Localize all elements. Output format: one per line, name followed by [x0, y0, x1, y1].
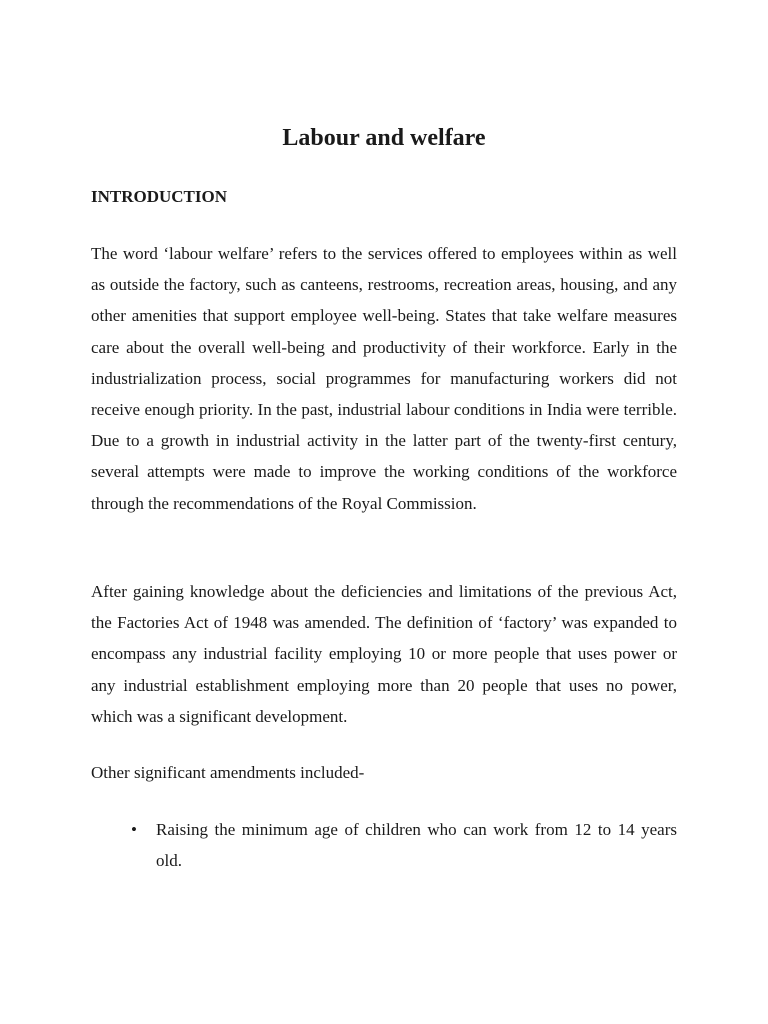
list-item: [91, 814, 677, 876]
list-item-text: Raising the minimum age of children who can work from 12 to 14 years old.: [156, 820, 677, 871]
paragraph-other-amendments-intro: Other significant amendments included-: [91, 763, 365, 782]
paragraph-factories-act-amendment: After gaining knowledge about the deficiencies and limitations of the previous Act, the Factories Act of 1948 was amended. The definition of ‘factory’ was expanded to encompass any industrial facility employing 10 or more people that uses power or any industrial establishment employing more than 20 people that uses no power, which was a significant development.: [91, 582, 677, 726]
bullet-icon: •: [131, 820, 137, 839]
section-heading-introduction: INTRODUCTION: [91, 187, 228, 206]
paragraph-labour-welfare-definition: The word ‘labour welfare’ refers to the services offered to employees within as well as outside the factory, such as canteens, restrooms, recreation areas, housing, and any other amenities that support employee well-being. States that take welfare measures care about the overall well-being and productivity of their workforce. Early in the industrialization process, social programmes for manufacturing workers did not receive enough priority. In the past, industrial labour conditions in India were terrible. Due to a growth in industrial activity in the latter part of the twenty-first century, several attempts were made to improve the working conditions of the workforce through the recommendations of the Royal Commission.: [91, 244, 677, 513]
document-title: Labour and welfare: [282, 125, 486, 151]
amendments-bullet-list: [91, 814, 677, 876]
